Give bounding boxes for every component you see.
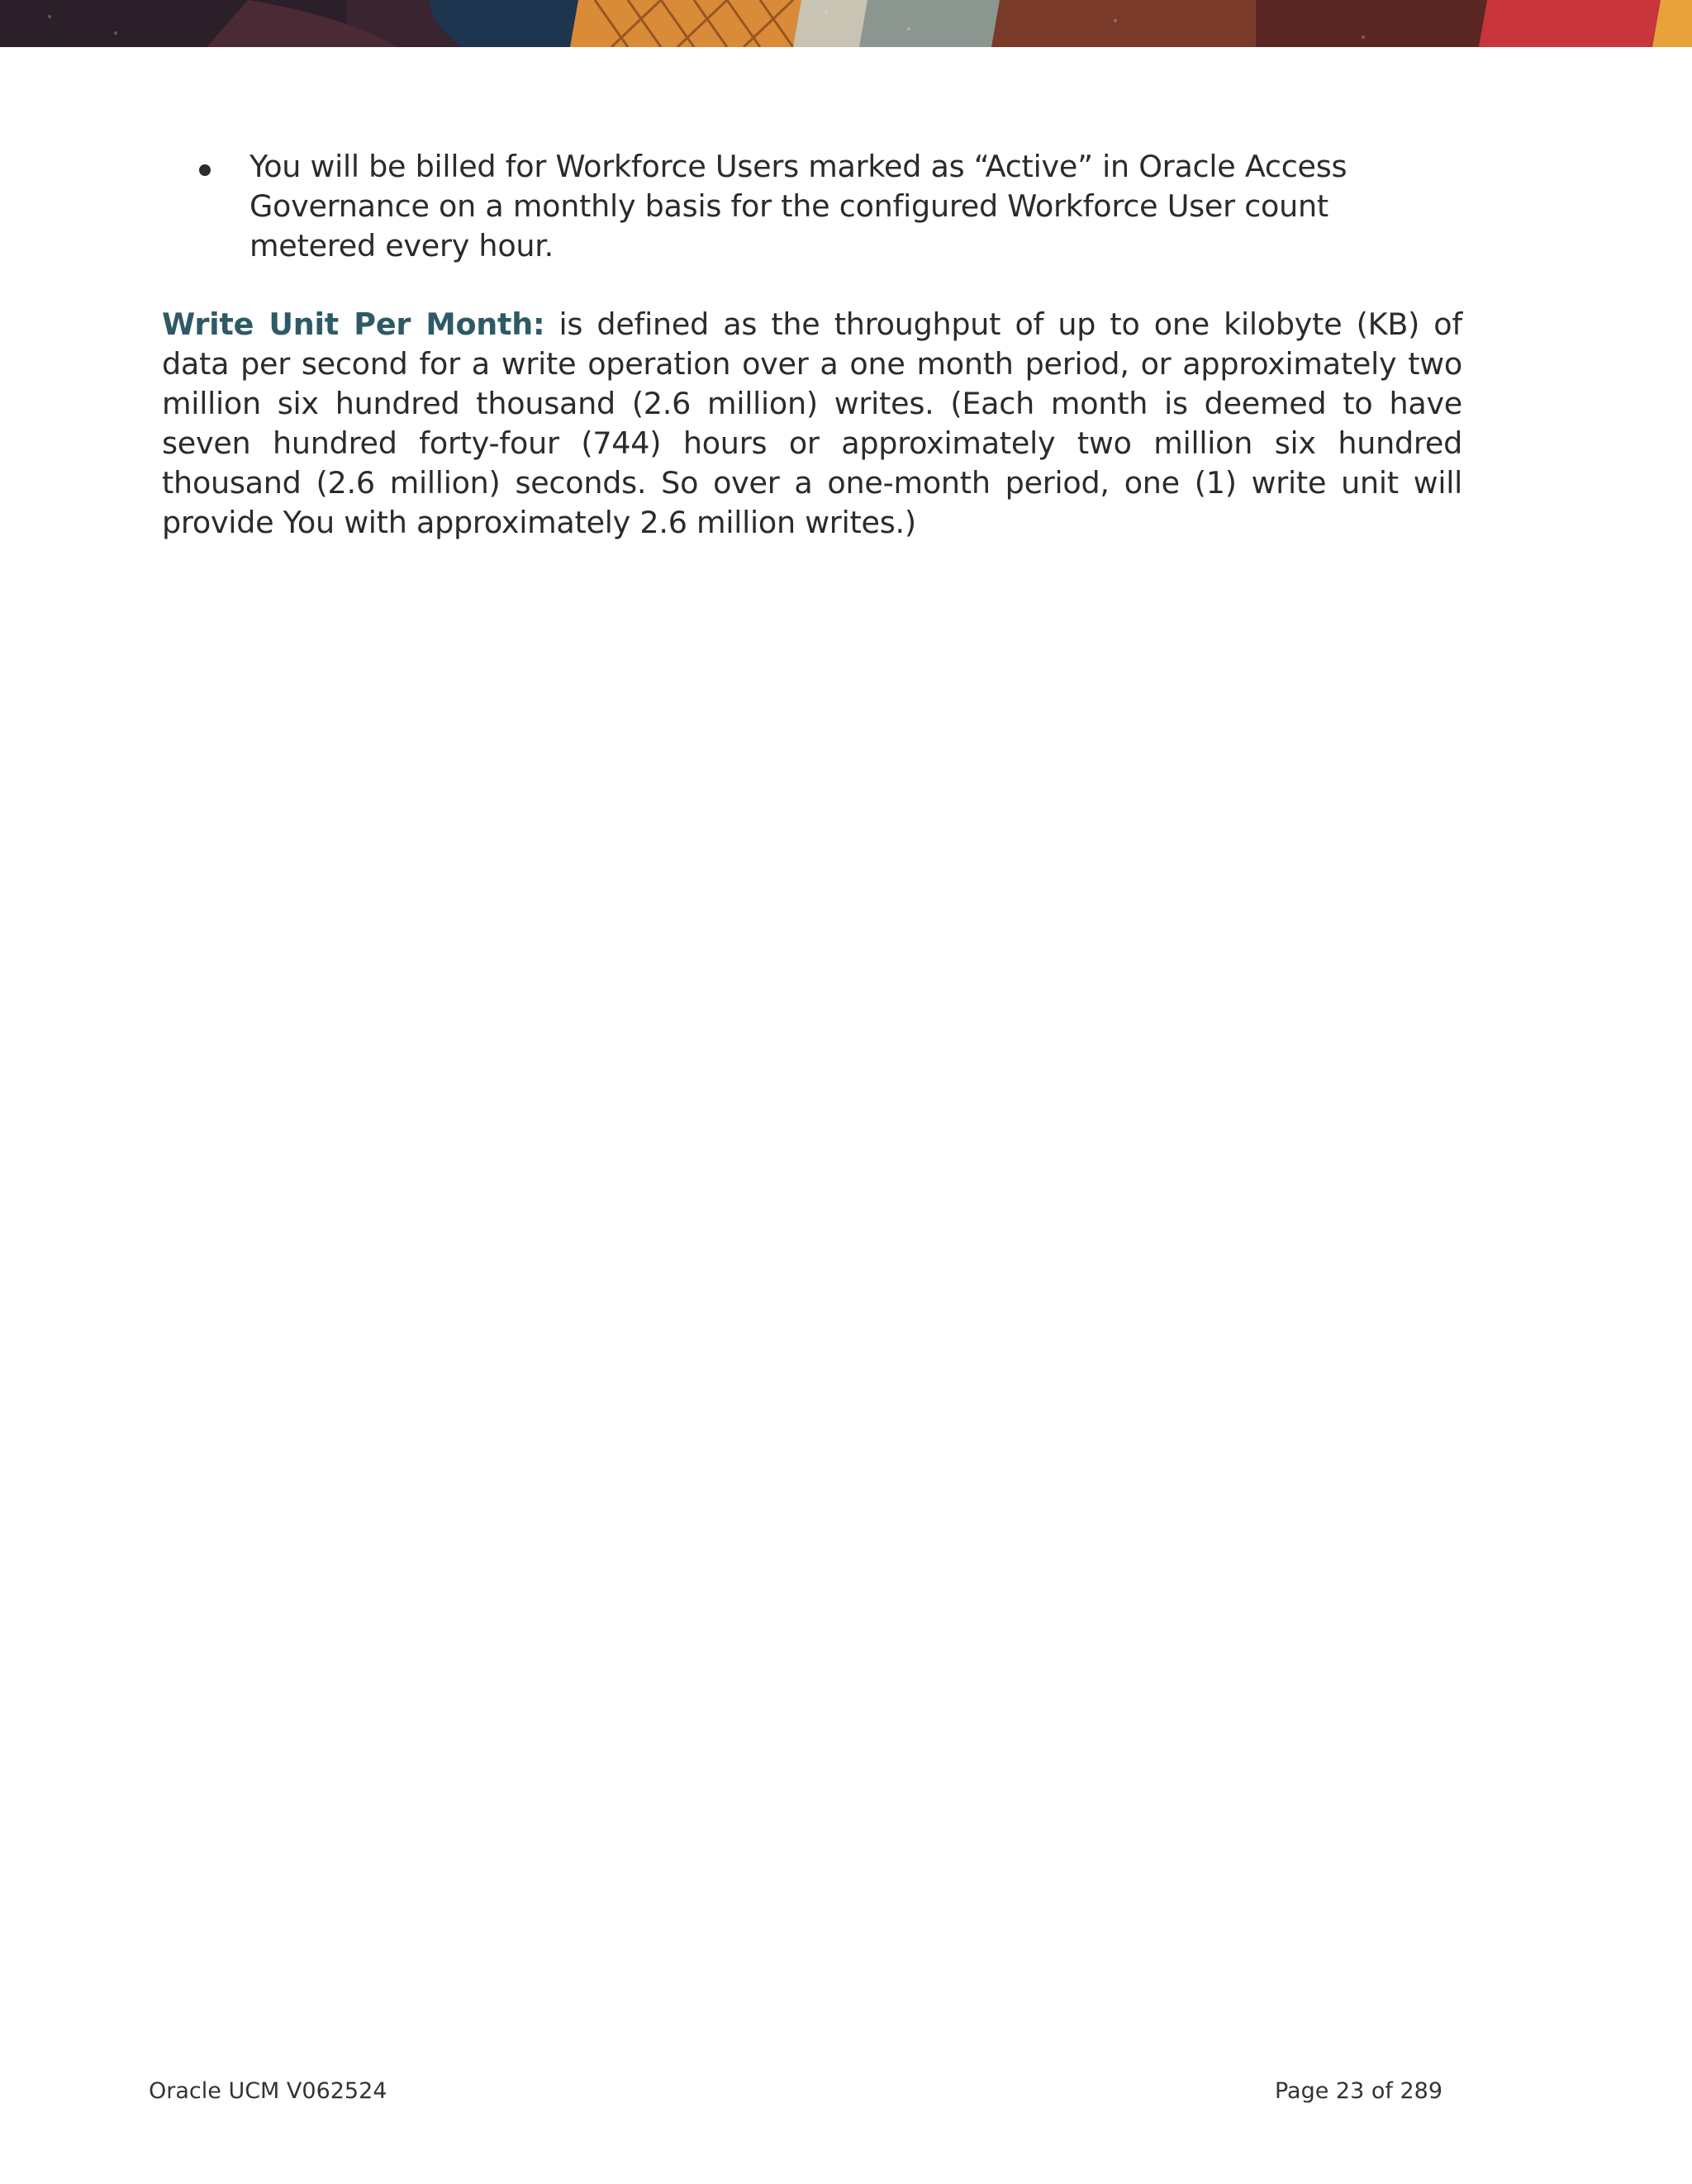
definition-text: is defined as the throughput of up to one kilobyte (KB) of data per second for a write operation over a one month period, or approximately two million six hundred thousand (2.6 million) writes. (Each month is deemed to have seven hundred forty-four (744) hours or approximately two million six hundred thousand (2.6 million) seconds. So over a one-month period, one (1) write unit will provide You with approximately 2.6 million writes.): [162, 306, 1462, 540]
footer-document-id: Oracle UCM V062524: [149, 2078, 387, 2104]
definition-paragraph: [162, 305, 1462, 543]
page-content: [162, 147, 1462, 573]
bullet-text: You will be billed for Workforce Users marked as “Active” in Oracle Access Governance on a monthly basis for the configured Workforce User count metered every hour.: [250, 149, 1347, 264]
bullet-list-item: [162, 147, 1462, 266]
header-banner: [0, 0, 1692, 47]
bullet-icon: [199, 164, 211, 176]
decorative-banner-image: [0, 0, 1692, 47]
definition-term: Write Unit Per Month:: [162, 306, 545, 342]
footer-page-number: Page 23 of 289: [1274, 2078, 1442, 2104]
